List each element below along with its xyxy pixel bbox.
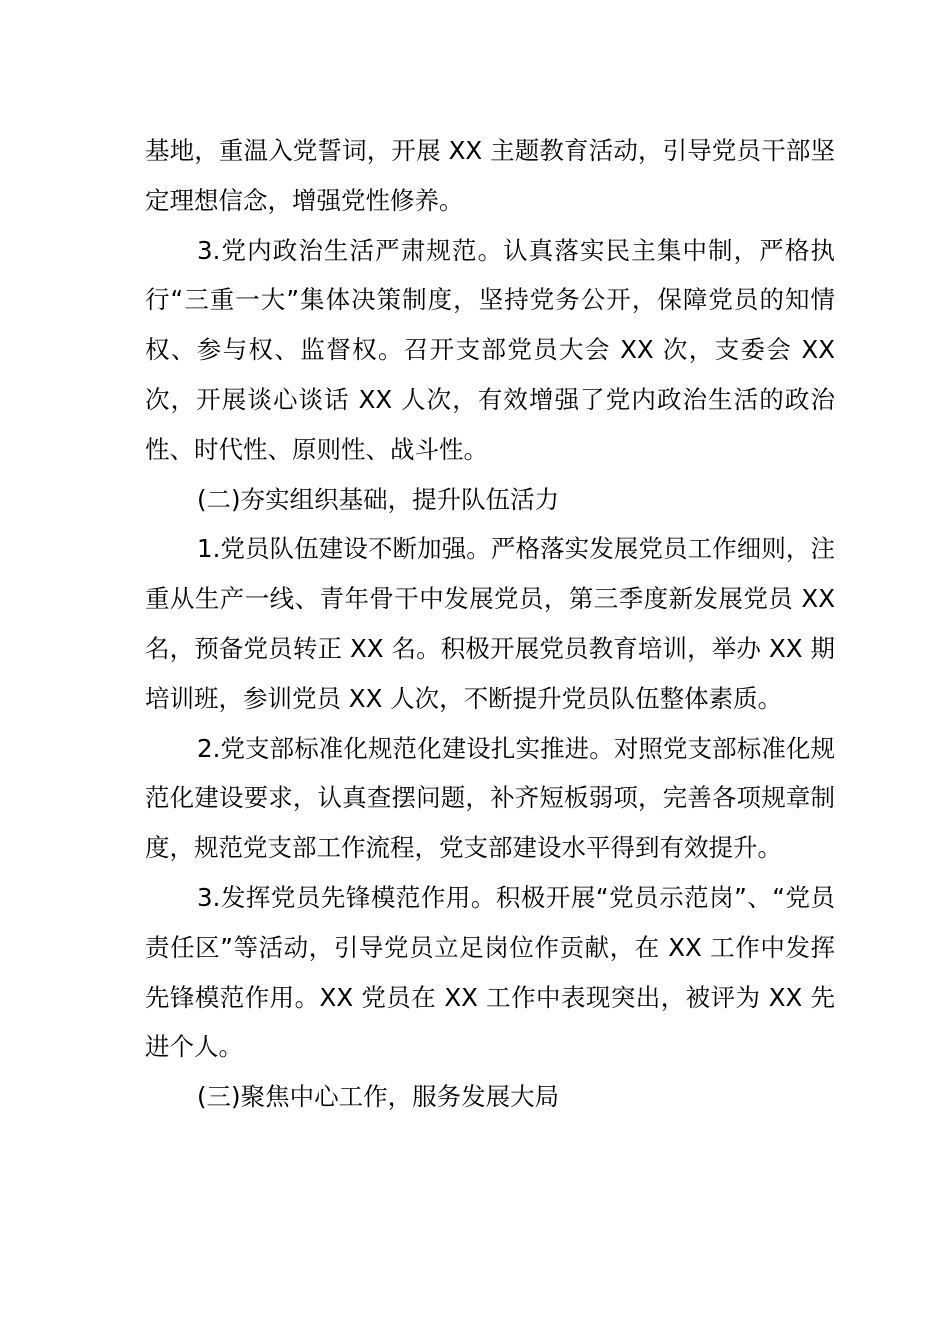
document-body: [145, 126, 835, 1122]
paragraph-branch-standardization: 2.党支部标准化规范化建设扎实推进。对照党支部标准化规范化建设要求，认真查摆问题，补齐短板弱项，完善各项规章制度，规范党支部工作流程，党支部建设水平得到有效提升。: [145, 733, 835, 863]
paragraph-continuation: 基地，重温入党誓词，开展 XX 主题教育活动，引导党员干部坚定理想信念，增强党性修养。: [145, 136, 835, 215]
paragraph-political-life: 3.党内政治生活严肃规范。认真落实民主集中制，严格执行“三重一大”集体决策制度，坚持党务公开，保障党员的知情权、参与权、监督权。召开支部党员大会 XX 次，支委会 XX 次，开展谈心谈话 XX 人次，有效增强了党内政治生活的政治性、时代性、原则性、战斗性。: [145, 235, 835, 464]
section-heading-3: (三)聚焦中心工作，服务发展大局: [197, 1082, 560, 1112]
paragraph-member-team: 1.党员队伍建设不断加强。严格落实发展党员工作细则，注重从生产一线、青年骨干中发展党员，第三季度新发展党员 XX 名，预备党员转正 XX 名。积极开展党员教育培训，举办 XX 期培训班，参训党员 XX 人次，不断提升党员队伍整体素质。: [145, 534, 835, 713]
section-heading-2: (二)夯实组织基础，提升队伍活力: [197, 484, 560, 514]
paragraph-vanguard-role: 3.发挥党员先锋模范作用。积极开展“党员示范岗”、“党员责任区”等活动，引导党员立足岗位作贡献，在 XX 工作中发挥先锋模范作用。XX 党员在 XX 工作中表现突出，被评为 XX 先进个人。: [145, 882, 835, 1062]
